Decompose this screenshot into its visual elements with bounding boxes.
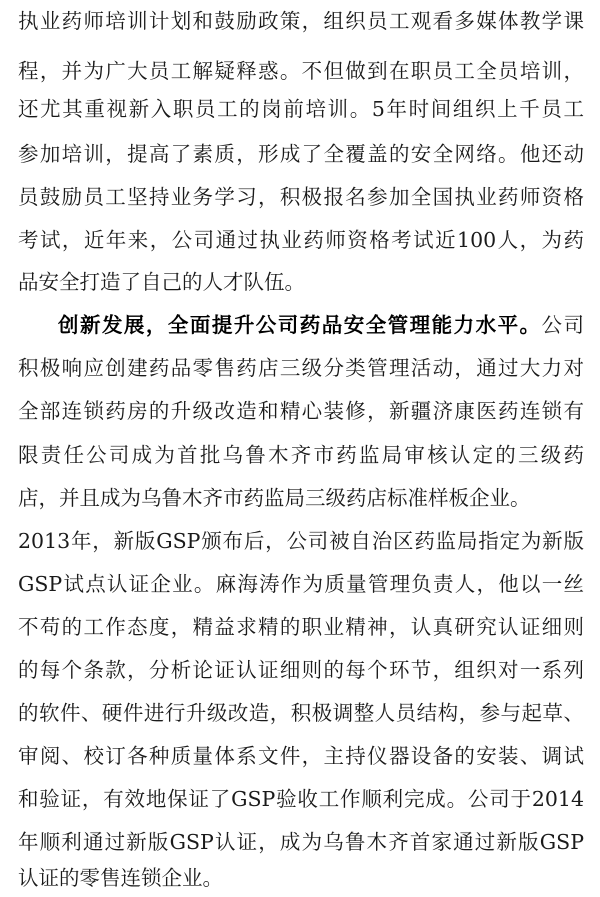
text-line: 积极响应创建药品零售药店三级分类管理活动，通过大力对: [18, 356, 584, 380]
text-line: 限责任公司成为首批乌鲁木齐市药监局审核认定的三级药: [18, 443, 584, 467]
text-line: 员鼓励员工坚持业务学习，积极报名参加全国执业药师资格: [18, 185, 584, 209]
text-line: 考试，近年来，公司通过执业药师资格考试近100人，为药: [18, 228, 584, 252]
text-line: 全部连锁药房的升级改造和精心装修，新疆济康医药连锁有: [18, 399, 584, 423]
text-line: 执业药师培训计划和鼓励政策，组织员工观看多媒体教学课: [18, 9, 584, 33]
text-line: 还尤其重视新入职员工的岗前培训。5年时间组织上千员工: [18, 97, 584, 121]
text-line: 不苟的工作态度，精益求精的职业精神，认真研究认证细则: [18, 615, 584, 639]
text-line: 店，并且成为乌鲁木齐市药监局三级药店标准样板企业。: [18, 486, 531, 510]
text-line: 认证的零售连锁企业。: [18, 866, 223, 890]
text-line: 程，并为广大员工解疑释惑。不但做到在职员工全员培训，: [18, 59, 584, 83]
text-line: GSP试点认证企业。麻海涛作为质量管理负责人，他以一丝: [18, 572, 584, 596]
text-line: 和验证，有效地保证了GSP验收工作顺利完成。公司于2014: [18, 787, 584, 811]
text-line: 审阅、校订各种质量体系文件，主持仪器设备的安装、调试: [18, 744, 584, 768]
text-line: 的软件、硬件进行升级改造，积极调整人员结构，参与起草、: [18, 701, 584, 725]
section-heading-line: [58, 306, 584, 344]
heading-continuation: 公司: [541, 313, 584, 337]
text-line: 品安全打造了自己的人才队伍。: [18, 270, 305, 294]
section-heading: 创新发展，全面提升公司药品安全管理能力水平。: [58, 313, 542, 337]
text-line: 2013年，新版GSP颁布后，公司被自治区药监局指定为新版: [18, 529, 584, 553]
text-line: 的每个条款，分析论证认证细则的每个环节，组织对一系列: [18, 658, 584, 682]
text-line: 参加培训，提高了素质，形成了全覆盖的安全网络。他还动: [18, 142, 584, 166]
text-line: 年顺利通过新版GSP认证，成为乌鲁木齐首家通过新版GSP: [18, 830, 584, 854]
